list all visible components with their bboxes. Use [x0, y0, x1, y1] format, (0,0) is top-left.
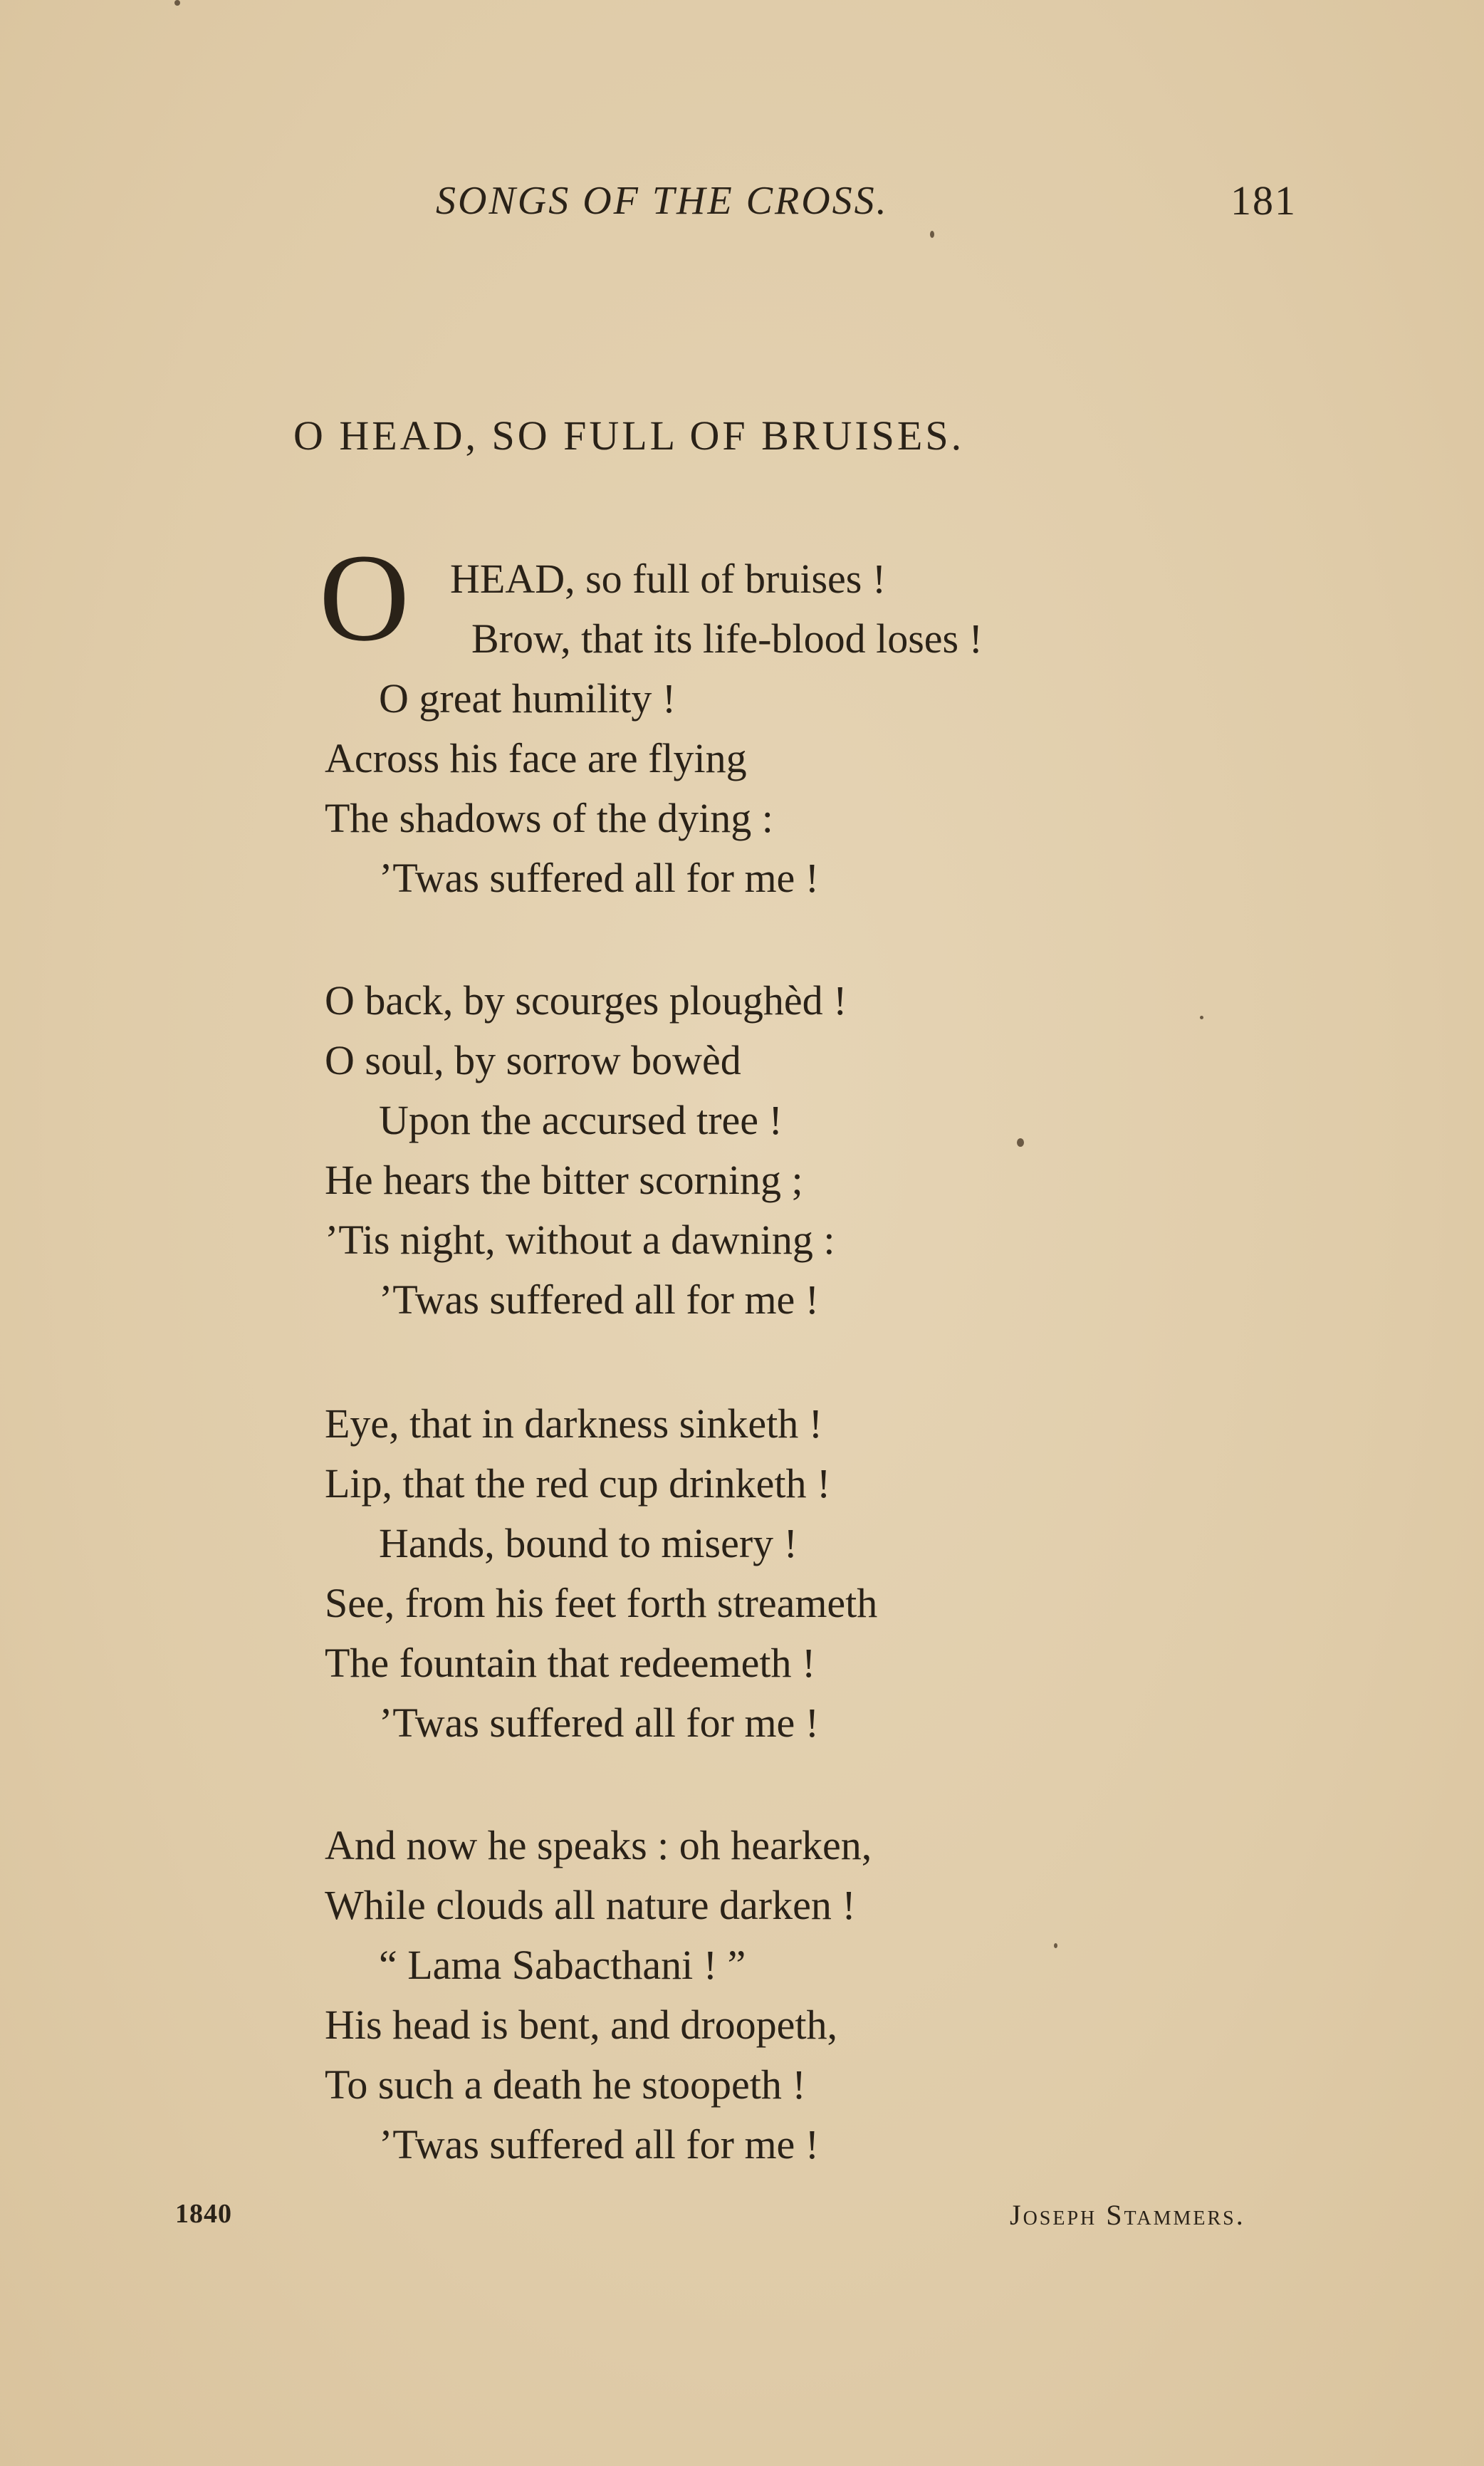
poem-line: ’Twas suffered all for me !: [379, 1700, 820, 1746]
paper-speck: [1017, 1138, 1024, 1147]
poem-line: See, from his feet forth streameth: [325, 1580, 878, 1626]
poem-line: ’Twas suffered all for me !: [379, 2121, 820, 2168]
paper-speck: [174, 0, 180, 6]
poem-line: “ Lama Sabacthani ! ”: [379, 1942, 746, 1988]
poem-line: Brow, that its life-blood loses !: [471, 615, 983, 662]
poem-line: Across his face are flying: [325, 735, 747, 781]
poem-line: To such a death he stoopeth !: [325, 2061, 806, 2108]
footer-year: 1840: [175, 2199, 232, 2229]
poem-line: HEAD, so full of bruises !: [450, 556, 887, 602]
paper-speck: [1200, 1016, 1203, 1019]
poem-line: His head is bent, and droopeth,: [325, 2002, 838, 2048]
poem-line: O soul, by sorrow bowèd: [325, 1037, 741, 1083]
running-title: SONGS OF THE CROSS.: [436, 179, 889, 223]
poem-line: He hears the bitter scorning ;: [325, 1157, 803, 1203]
poem-line: O great humility !: [379, 675, 676, 722]
poem-line: ’Tis night, without a dawning :: [325, 1217, 835, 1263]
poem-line: Eye, that in darkness sinketh !: [325, 1400, 823, 1447]
poem-line: The fountain that redeemeth !: [325, 1640, 816, 1686]
paper-speck: [930, 231, 934, 238]
poem-title: O HEAD, SO FULL OF BRUISES.: [293, 412, 965, 459]
paper-speck: [1054, 1943, 1057, 1948]
page-number: 181: [1230, 177, 1297, 224]
poem-line: O back, by scourges ploughèd !: [325, 977, 847, 1024]
drop-cap: O: [319, 529, 410, 667]
footer-author: Joseph Stammers.: [1010, 2199, 1245, 2231]
poem-line: While clouds all nature darken !: [325, 1882, 856, 1928]
poem-line: Hands, bound to misery !: [379, 1520, 798, 1566]
poem-line: And now he speaks : oh hearken,: [325, 1822, 872, 1868]
poem-line: ’Twas suffered all for me !: [379, 1276, 820, 1323]
poem-line: The shadows of the dying :: [325, 795, 773, 841]
poem-line: Upon the accursed tree !: [379, 1097, 783, 1143]
poem-line: ’Twas suffered all for me !: [379, 855, 820, 901]
poem-line: Lip, that the red cup drinketh !: [325, 1460, 831, 1507]
